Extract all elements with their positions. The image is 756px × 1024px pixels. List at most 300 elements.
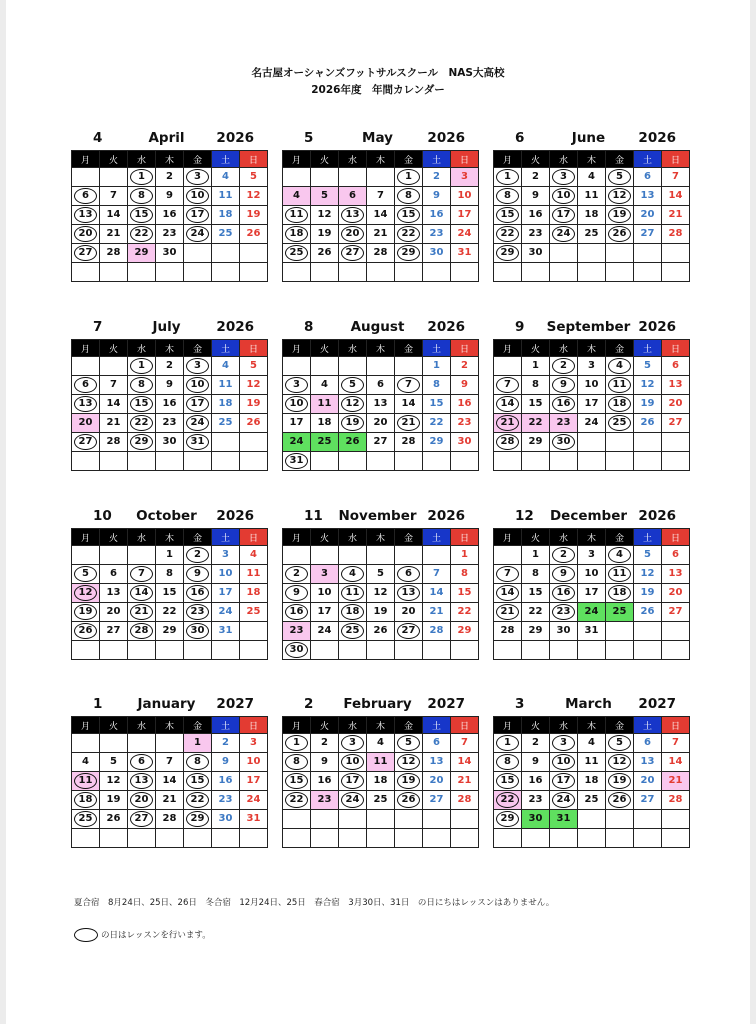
day-number: 11	[608, 566, 631, 582]
day-number: 9	[166, 190, 173, 201]
day-number: 18	[74, 792, 97, 808]
day-cell	[100, 791, 128, 810]
empty-cell	[156, 734, 184, 753]
empty-cell	[634, 452, 662, 471]
day-number: 11	[373, 756, 388, 767]
day-cell	[311, 603, 339, 622]
day-number: 5	[321, 190, 328, 201]
day-number: 14	[106, 209, 121, 220]
day-cell	[662, 603, 690, 622]
day-cell	[283, 244, 311, 263]
weekday-header: 水	[339, 340, 367, 357]
day-cell	[339, 206, 367, 225]
day-number: 9	[532, 756, 539, 767]
empty-cell	[494, 829, 522, 848]
day-number: 14	[457, 756, 472, 767]
day-cell	[240, 206, 268, 225]
day-cell	[451, 791, 479, 810]
day-number: 27	[341, 245, 364, 261]
day-cell	[451, 168, 479, 187]
weekday-header: 木	[578, 717, 606, 734]
day-number: 15	[528, 587, 543, 598]
month-table	[282, 528, 479, 660]
empty-cell	[550, 244, 578, 263]
day-cell	[395, 622, 423, 641]
month-number: 6	[515, 130, 525, 146]
day-cell	[494, 433, 522, 452]
day-cell	[423, 414, 451, 433]
day-number: 30	[285, 642, 308, 658]
day-number: 26	[345, 436, 360, 447]
weekday-header: 水	[128, 529, 156, 546]
day-number: 1	[130, 358, 153, 374]
day-cell	[662, 395, 690, 414]
day-cell	[72, 433, 100, 452]
day-number: 17	[246, 775, 261, 786]
month-number: 2	[304, 696, 314, 712]
day-number: 22	[457, 606, 472, 617]
empty-cell	[367, 641, 395, 660]
day-number: 9	[532, 190, 539, 201]
day-cell	[72, 772, 100, 791]
day-number: 1	[194, 737, 201, 748]
empty-cell	[156, 641, 184, 660]
day-cell	[283, 565, 311, 584]
day-number: 8	[166, 568, 173, 579]
day-cell	[283, 187, 311, 206]
weekday-header: 日	[240, 340, 268, 357]
day-number: 26	[608, 226, 631, 242]
day-cell	[522, 225, 550, 244]
day-number: 10	[584, 379, 599, 390]
month-name: January	[137, 696, 196, 712]
day-cell	[634, 376, 662, 395]
empty-cell	[367, 810, 395, 829]
empty-cell	[578, 433, 606, 452]
empty-cell	[662, 641, 690, 660]
day-cell	[578, 414, 606, 433]
day-number: 2	[461, 360, 468, 371]
empty-cell	[339, 452, 367, 471]
day-cell	[128, 584, 156, 603]
day-cell	[156, 433, 184, 452]
weekday-header: 日	[240, 151, 268, 168]
day-number: 27	[668, 417, 683, 428]
day-cell	[578, 622, 606, 641]
day-number: 25	[584, 794, 599, 805]
empty-cell	[311, 641, 339, 660]
day-number: 7	[461, 737, 468, 748]
day-cell	[339, 395, 367, 414]
day-cell	[522, 395, 550, 414]
day-number: 30	[162, 247, 177, 258]
day-cell	[423, 206, 451, 225]
day-number: 25	[285, 245, 308, 261]
day-cell	[212, 772, 240, 791]
month-number: 8	[304, 319, 314, 335]
day-cell	[578, 772, 606, 791]
day-cell	[550, 357, 578, 376]
day-cell	[367, 622, 395, 641]
day-cell	[367, 791, 395, 810]
empty-cell	[311, 546, 339, 565]
month-calendar	[71, 319, 262, 471]
day-number: 17	[552, 207, 575, 223]
day-number: 23	[162, 417, 177, 428]
day-number: 19	[608, 773, 631, 789]
day-cell	[240, 357, 268, 376]
day-cell	[184, 187, 212, 206]
day-number: 19	[106, 794, 121, 805]
day-number: 14	[429, 587, 444, 598]
day-number: 27	[74, 434, 97, 450]
day-cell	[100, 395, 128, 414]
day-cell	[550, 225, 578, 244]
day-cell	[451, 622, 479, 641]
day-cell	[128, 414, 156, 433]
day-number: 13	[106, 587, 121, 598]
empty-cell	[634, 263, 662, 282]
day-number: 21	[496, 415, 519, 431]
weekday-header: 木	[156, 529, 184, 546]
day-number: 25	[218, 417, 233, 428]
day-cell	[578, 395, 606, 414]
day-number: 16	[186, 585, 209, 601]
day-number: 16	[528, 209, 543, 220]
month-header	[71, 130, 262, 150]
day-cell	[550, 734, 578, 753]
day-number: 15	[496, 207, 519, 223]
day-cell	[423, 244, 451, 263]
day-cell	[662, 584, 690, 603]
day-cell	[311, 772, 339, 791]
month-number: 7	[93, 319, 103, 335]
month-number: 11	[304, 508, 323, 524]
day-cell	[395, 565, 423, 584]
day-cell	[606, 753, 634, 772]
weekday-header: 月	[494, 340, 522, 357]
day-number: 8	[496, 188, 519, 204]
day-number: 30	[429, 247, 444, 258]
empty-cell	[311, 263, 339, 282]
day-cell	[311, 433, 339, 452]
day-cell	[283, 641, 311, 660]
day-cell	[311, 206, 339, 225]
weekday-header: 土	[423, 340, 451, 357]
day-cell	[522, 433, 550, 452]
weekday-header: 水	[550, 151, 578, 168]
day-number: 6	[74, 188, 97, 204]
day-cell	[184, 395, 212, 414]
day-number: 22	[130, 226, 153, 242]
day-cell	[212, 414, 240, 433]
day-cell	[395, 395, 423, 414]
month-table	[282, 150, 479, 282]
day-cell	[395, 753, 423, 772]
day-cell	[634, 395, 662, 414]
day-number: 26	[640, 606, 655, 617]
weekday-header: 日	[451, 717, 479, 734]
weekday-header: 水	[550, 529, 578, 546]
day-cell	[212, 734, 240, 753]
day-number: 8	[532, 379, 539, 390]
day-cell	[72, 791, 100, 810]
day-number: 18	[608, 585, 631, 601]
day-cell	[634, 734, 662, 753]
day-cell	[72, 244, 100, 263]
day-cell	[311, 376, 339, 395]
day-number: 21	[162, 794, 177, 805]
day-number: 2	[321, 737, 328, 748]
weekday-header: 木	[156, 340, 184, 357]
day-number: 20	[78, 417, 93, 428]
day-cell	[72, 565, 100, 584]
day-cell	[156, 395, 184, 414]
day-cell	[128, 168, 156, 187]
day-number: 3	[552, 735, 575, 751]
day-cell	[339, 433, 367, 452]
day-cell	[100, 414, 128, 433]
day-cell	[339, 622, 367, 641]
day-number: 25	[317, 436, 332, 447]
weekday-header: 日	[662, 340, 690, 357]
day-cell	[395, 772, 423, 791]
day-cell	[395, 244, 423, 263]
day-number: 18	[373, 775, 388, 786]
day-number: 20	[668, 587, 683, 598]
weekday-header: 月	[283, 340, 311, 357]
empty-cell	[395, 829, 423, 848]
day-number: 21	[130, 604, 153, 620]
day-number: 8	[461, 568, 468, 579]
day-number: 18	[341, 604, 364, 620]
day-number: 19	[397, 773, 420, 789]
day-number: 16	[218, 775, 233, 786]
day-number: 15	[457, 587, 472, 598]
empty-cell	[451, 829, 479, 848]
day-number: 1	[496, 735, 519, 751]
day-cell	[494, 187, 522, 206]
day-cell	[606, 772, 634, 791]
month-year: 2026	[638, 508, 676, 524]
empty-cell	[606, 641, 634, 660]
empty-cell	[606, 244, 634, 263]
day-number: 11	[608, 377, 631, 393]
day-number: 19	[74, 604, 97, 620]
month-calendar	[493, 130, 684, 282]
day-cell	[339, 753, 367, 772]
day-number: 10	[186, 377, 209, 393]
empty-cell	[100, 263, 128, 282]
empty-cell	[283, 357, 311, 376]
empty-cell	[240, 641, 268, 660]
day-cell	[634, 225, 662, 244]
weekday-header: 火	[311, 340, 339, 357]
day-cell	[423, 168, 451, 187]
day-number: 5	[341, 377, 364, 393]
day-number: 26	[246, 228, 261, 239]
day-number: 26	[317, 247, 332, 258]
day-cell	[578, 565, 606, 584]
day-number: 28	[106, 247, 121, 258]
day-number: 20	[429, 775, 444, 786]
day-cell	[606, 734, 634, 753]
day-number: 26	[246, 417, 261, 428]
day-number: 8	[397, 188, 420, 204]
day-number: 3	[588, 549, 595, 560]
day-cell	[156, 357, 184, 376]
day-cell	[606, 603, 634, 622]
weekday-header: 火	[100, 340, 128, 357]
month-calendar	[282, 696, 473, 848]
weekday-header: 金	[395, 529, 423, 546]
day-number: 8	[496, 754, 519, 770]
day-number: 14	[106, 398, 121, 409]
day-cell	[128, 810, 156, 829]
empty-cell	[606, 829, 634, 848]
empty-cell	[451, 452, 479, 471]
empty-cell	[634, 810, 662, 829]
day-cell	[423, 791, 451, 810]
day-number: 3	[588, 360, 595, 371]
day-number: 11	[246, 568, 261, 579]
weekday-header: 月	[283, 717, 311, 734]
day-number: 22	[162, 606, 177, 617]
day-number: 31	[556, 813, 571, 824]
day-number: 1	[397, 169, 420, 185]
day-cell	[423, 376, 451, 395]
empty-cell	[423, 829, 451, 848]
day-number: 6	[397, 566, 420, 582]
month-number: 4	[93, 130, 103, 146]
day-number: 18	[317, 417, 332, 428]
day-cell	[100, 187, 128, 206]
day-number: 11	[341, 585, 364, 601]
day-cell	[634, 357, 662, 376]
day-number: 19	[640, 398, 655, 409]
day-cell	[184, 753, 212, 772]
month-year: 2026	[638, 130, 676, 146]
day-cell	[311, 187, 339, 206]
weekday-header: 月	[283, 529, 311, 546]
empty-cell	[240, 244, 268, 263]
day-cell	[72, 206, 100, 225]
month-year: 2026	[427, 319, 465, 335]
empty-cell	[606, 452, 634, 471]
day-number: 16	[317, 775, 332, 786]
day-cell	[311, 225, 339, 244]
day-number: 13	[668, 568, 683, 579]
day-cell	[240, 734, 268, 753]
day-number: 25	[246, 606, 261, 617]
empty-cell	[451, 641, 479, 660]
day-cell	[606, 414, 634, 433]
day-number: 7	[130, 566, 153, 582]
day-cell	[240, 584, 268, 603]
day-cell	[451, 395, 479, 414]
day-cell	[494, 225, 522, 244]
empty-cell	[283, 810, 311, 829]
month-name: June	[571, 130, 606, 146]
empty-cell	[184, 263, 212, 282]
weekday-header: 水	[550, 340, 578, 357]
day-cell	[100, 810, 128, 829]
day-cell	[283, 206, 311, 225]
day-number: 9	[321, 756, 328, 767]
day-cell	[212, 603, 240, 622]
day-number: 20	[640, 209, 655, 220]
day-number: 15	[496, 773, 519, 789]
legend-text: の日はレッスンを行います。	[101, 930, 211, 941]
day-number: 23	[552, 604, 575, 620]
day-number: 11	[584, 756, 599, 767]
empty-cell	[240, 433, 268, 452]
day-cell	[395, 225, 423, 244]
empty-cell	[367, 357, 395, 376]
day-cell	[662, 414, 690, 433]
day-cell	[423, 772, 451, 791]
day-number: 20	[106, 606, 121, 617]
day-cell	[606, 225, 634, 244]
empty-cell	[240, 452, 268, 471]
day-cell	[156, 225, 184, 244]
day-cell	[339, 187, 367, 206]
day-number: 9	[461, 379, 468, 390]
day-number: 2	[166, 171, 173, 182]
day-number: 17	[341, 773, 364, 789]
empty-cell	[128, 263, 156, 282]
day-number: 29	[496, 245, 519, 261]
weekday-header: 金	[395, 717, 423, 734]
month-header	[493, 319, 684, 339]
month-name: May	[362, 130, 393, 146]
day-cell	[578, 584, 606, 603]
weekday-header: 土	[212, 529, 240, 546]
month-number: 12	[515, 508, 534, 524]
day-number: 7	[377, 190, 384, 201]
day-cell	[128, 753, 156, 772]
day-cell	[240, 187, 268, 206]
day-cell	[283, 584, 311, 603]
weekday-header: 土	[634, 529, 662, 546]
day-number: 23	[457, 417, 472, 428]
empty-cell	[451, 263, 479, 282]
day-cell	[395, 734, 423, 753]
day-number: 8	[532, 568, 539, 579]
day-cell	[283, 433, 311, 452]
day-cell	[578, 791, 606, 810]
day-cell	[494, 772, 522, 791]
month-name: October	[136, 508, 197, 524]
day-number: 5	[608, 735, 631, 751]
weekday-header: 木	[367, 717, 395, 734]
day-cell	[395, 376, 423, 395]
month-name: March	[565, 696, 612, 712]
weekday-header: 金	[184, 717, 212, 734]
day-number: 10	[341, 754, 364, 770]
day-number: 3	[186, 169, 209, 185]
month-table	[71, 528, 268, 660]
day-number: 19	[341, 415, 364, 431]
day-number: 27	[373, 436, 388, 447]
day-number: 17	[186, 207, 209, 223]
day-number: 1	[461, 549, 468, 560]
weekday-header: 水	[339, 529, 367, 546]
day-number: 28	[500, 625, 515, 636]
day-cell	[72, 414, 100, 433]
empty-cell	[311, 357, 339, 376]
day-cell	[72, 753, 100, 772]
